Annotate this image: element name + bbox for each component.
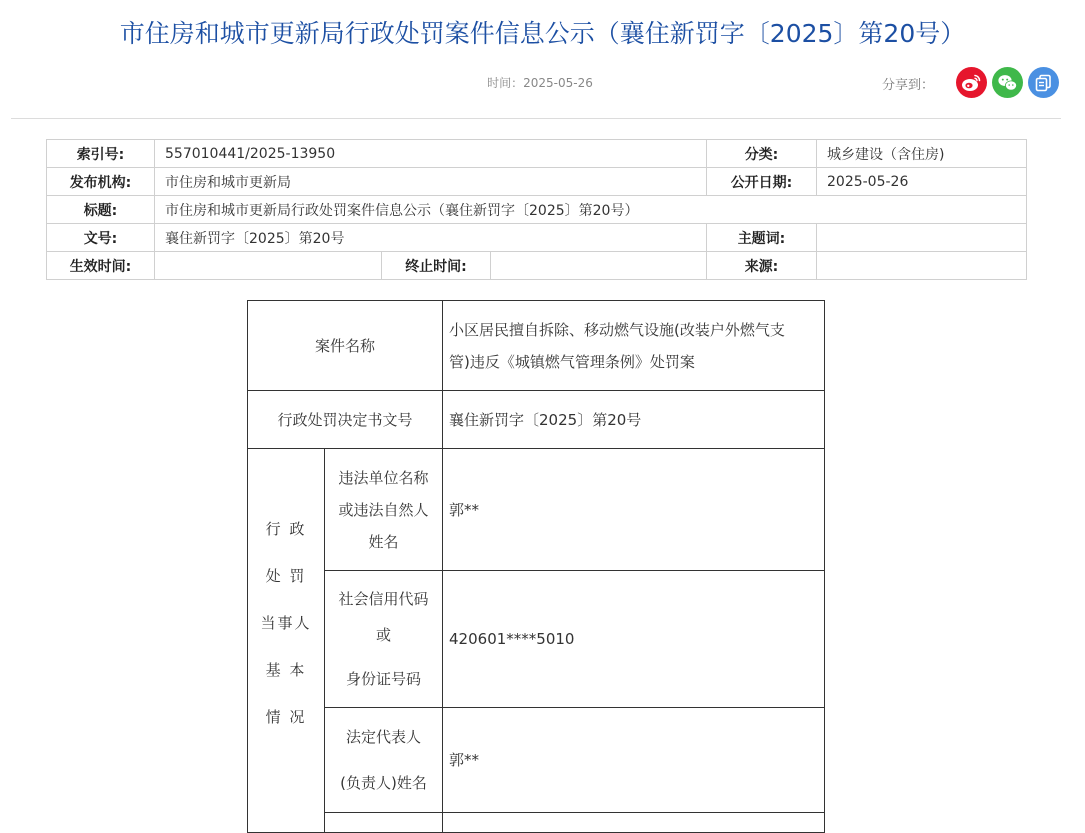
party-group-line: 处 罚 [265,567,307,585]
category-label: 分类: [707,140,817,168]
meta-row-title [47,196,1027,224]
case-name-value [443,301,825,391]
legal-rep-label-line: (负责人)姓名 [340,774,427,792]
case-name-line: 管)违反《城镇燃气管理条例》处罚案 [449,352,695,371]
open-date-label: 公开日期: [707,168,817,196]
effective-value [155,252,382,280]
credit-code-label-line: 或 [376,626,392,644]
case-row-legal-rep [248,708,825,813]
credit-code-label-line: 社会信用代码 [338,590,429,608]
share-label: 分享到： [882,78,935,93]
decision-label: 行政处罚决定书文号 [248,391,443,449]
header-divider [11,118,1061,119]
meta-row-publisher [47,168,1027,196]
legal-rep-label-line: 法定代表人 [346,728,422,746]
legal-rep-label [325,708,443,813]
case-row-credit-code [248,571,825,708]
source-value [817,252,1027,280]
category-value: 城乡建设（含住房) [817,140,1027,168]
party-name-value: 郭** [443,449,825,571]
open-date-value: 2025-05-26 [817,168,1027,196]
case-name-label: 案件名称 [248,301,443,391]
end-value [491,252,707,280]
party-name-label-line: 违法单位名称 [338,468,429,487]
keywords-label: 主题词: [707,224,817,252]
meta-row-docno [47,224,1027,252]
case-name-line: 小区居民擅自拆除、移动燃气设施(改装户外燃气支 [449,320,785,339]
party-name-label [325,449,443,571]
title-value: 市住房和城市更新局行政处罚案件信息公示（襄住新罚字〔2025〕第20号） [155,196,1027,224]
case-row-continued [248,813,825,833]
case-row-name [248,301,825,391]
end-label: 终止时间: [382,252,491,280]
party-group-line: 行 政 [265,520,307,538]
continued-cell [325,813,443,833]
party-name-label-line: 姓名 [368,532,399,551]
continued-cell [443,813,825,833]
meta-row-index [47,140,1027,168]
index-value: 557010441/2025-13950 [155,140,707,168]
case-info-table [247,300,825,833]
keywords-value [817,224,1027,252]
credit-code-label [325,571,443,708]
doc-no-value: 襄住新罚字〔2025〕第20号 [155,224,707,252]
title-label: 标题: [47,196,155,224]
copy-link-icon[interactable] [1028,67,1059,98]
party-group-line: 情 况 [265,708,307,726]
legal-rep-value: 郭** [443,708,825,813]
case-row-decision [248,391,825,449]
weibo-icon[interactable] [956,67,987,98]
page-title: 市住房和城市更新局行政处罚案件信息公示（襄住新罚字〔2025〕第20号） [119,19,966,48]
document-meta-table [46,139,1027,280]
party-group-label [248,449,325,833]
party-group-line: 当事人 [260,614,312,632]
party-name-label-line: 或违法自然人 [338,500,429,519]
credit-code-label-line: 身份证号码 [346,670,422,688]
publish-time: 时间：2025-05-26 [487,76,593,90]
decision-value: 襄住新罚字〔2025〕第20号 [443,391,825,449]
doc-no-label: 文号: [47,224,155,252]
credit-code-value: 420601****5010 [443,571,825,708]
publisher-label: 发布机构: [47,168,155,196]
wechat-icon[interactable] [992,67,1023,98]
party-group-line: 基 本 [265,661,307,679]
effective-label: 生效时间: [47,252,155,280]
source-label: 来源: [707,252,817,280]
meta-row-dates [47,252,1027,280]
case-row-party-name [248,449,825,571]
publisher-value: 市住房和城市更新局 [155,168,707,196]
index-label: 索引号: [47,140,155,168]
